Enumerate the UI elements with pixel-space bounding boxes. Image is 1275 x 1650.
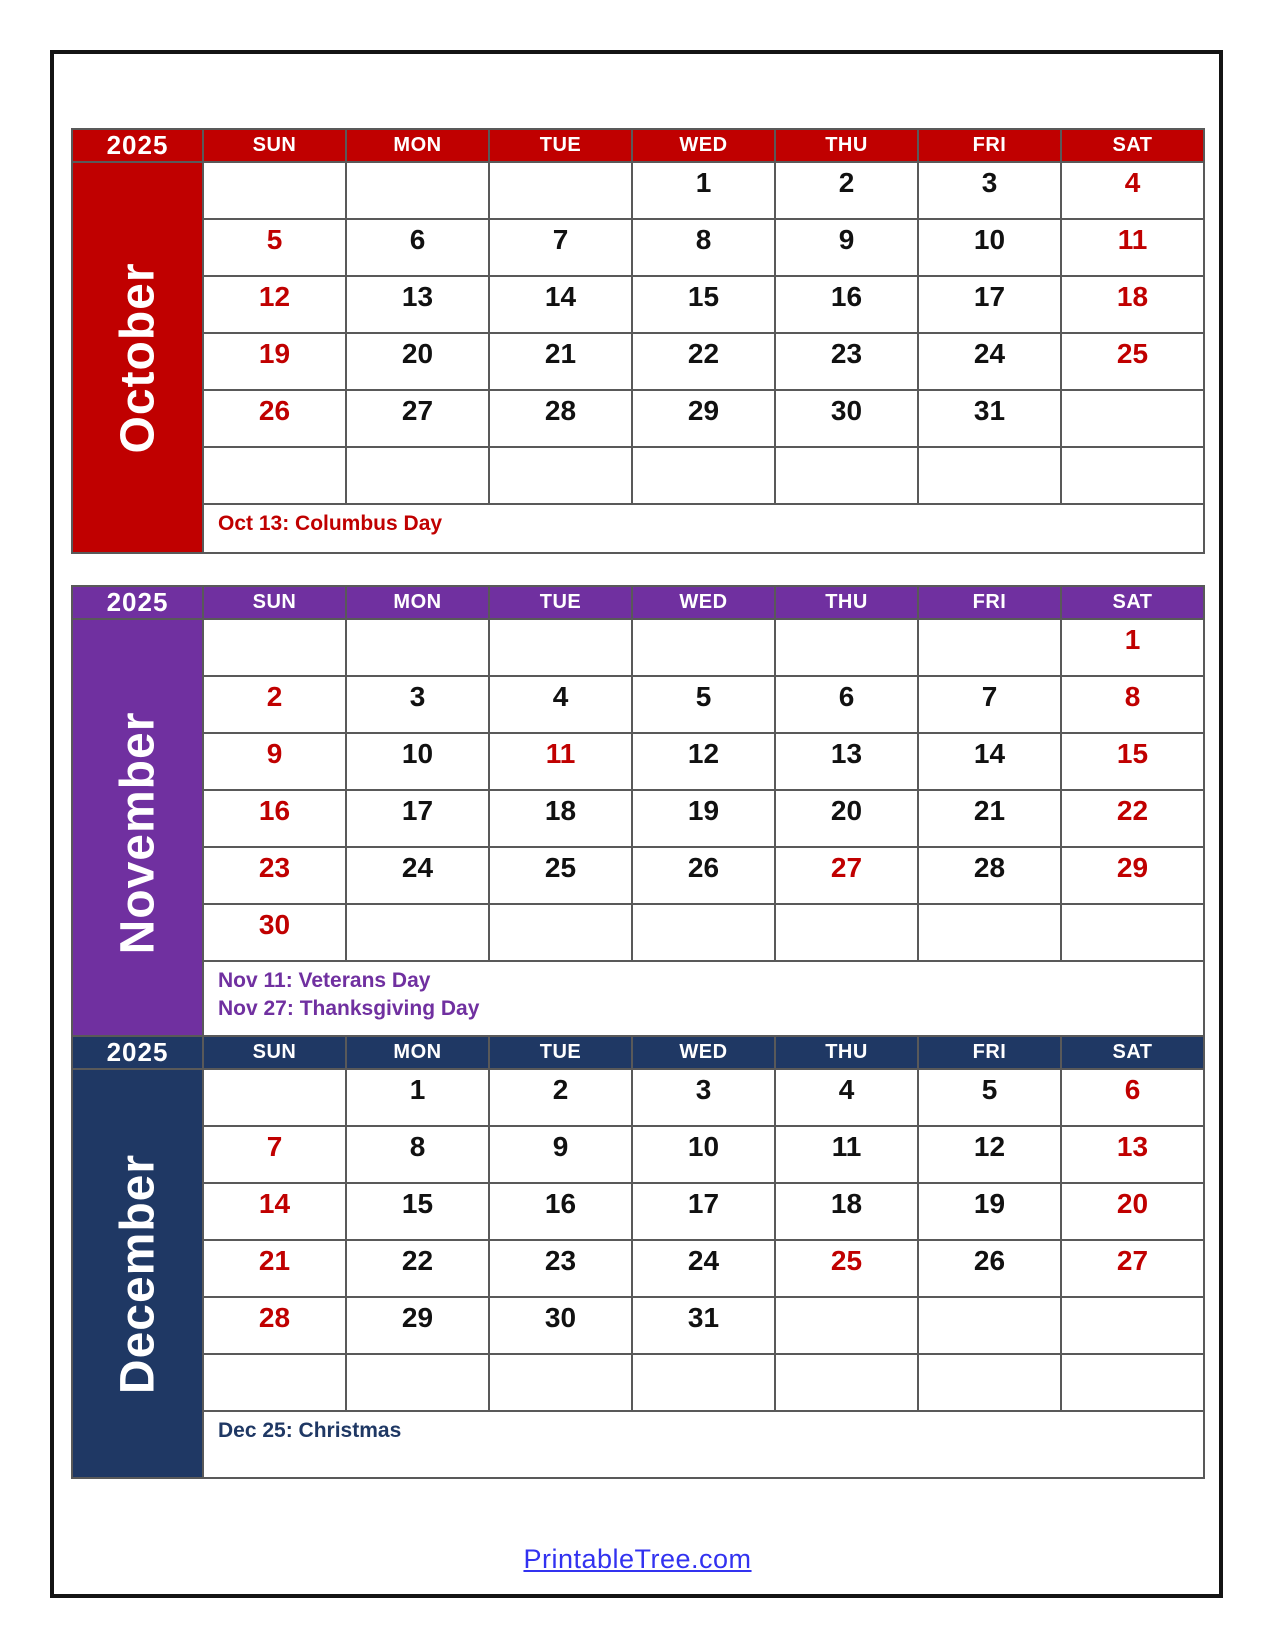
week-row xyxy=(72,1297,1204,1354)
empty-day-cell xyxy=(632,447,775,504)
day-november-16: 16 xyxy=(203,790,346,847)
month-label: November xyxy=(111,711,164,954)
year-label: 2025 xyxy=(72,586,203,619)
empty-day-cell xyxy=(203,1069,346,1126)
empty-day-cell xyxy=(1061,390,1204,447)
day-november-19: 19 xyxy=(632,790,775,847)
day-october-30: 30 xyxy=(775,390,918,447)
day-december-3: 3 xyxy=(632,1069,775,1126)
day-november-18: 18 xyxy=(489,790,632,847)
weekday-header-sun: SUN xyxy=(203,129,346,162)
empty-day-cell xyxy=(203,1354,346,1411)
day-december-17: 17 xyxy=(632,1183,775,1240)
holiday-note: Oct 13: Columbus Day xyxy=(218,512,443,535)
empty-day-cell xyxy=(1061,1297,1204,1354)
day-december-8: 8 xyxy=(346,1126,489,1183)
empty-day-cell xyxy=(489,904,632,961)
calendar-november xyxy=(71,585,1205,1047)
empty-day-cell xyxy=(346,619,489,676)
week-row xyxy=(72,1183,1204,1240)
empty-day-cell xyxy=(918,1297,1061,1354)
week-row xyxy=(72,1354,1204,1411)
holiday-note-row xyxy=(72,1411,1204,1478)
day-december-6: 6 xyxy=(1061,1069,1204,1126)
day-october-21: 21 xyxy=(489,333,632,390)
day-november-12: 12 xyxy=(632,733,775,790)
day-october-1: 1 xyxy=(632,162,775,219)
day-november-30: 30 xyxy=(203,904,346,961)
day-november-10: 10 xyxy=(346,733,489,790)
day-december-9: 9 xyxy=(489,1126,632,1183)
week-row xyxy=(72,904,1204,961)
calendar-october xyxy=(71,128,1205,554)
day-december-4: 4 xyxy=(775,1069,918,1126)
month-label: December xyxy=(111,1153,164,1394)
week-row xyxy=(72,1240,1204,1297)
day-november-14: 14 xyxy=(918,733,1061,790)
day-october-26: 26 xyxy=(203,390,346,447)
weekday-header-thu: THU xyxy=(775,1036,918,1069)
weekday-header-tue: TUE xyxy=(489,586,632,619)
day-november-8: 8 xyxy=(1061,676,1204,733)
day-december-7: 7 xyxy=(203,1126,346,1183)
day-october-22: 22 xyxy=(632,333,775,390)
year-label: 2025 xyxy=(72,129,203,162)
weekday-header-wed: WED xyxy=(632,586,775,619)
day-november-26: 26 xyxy=(632,847,775,904)
day-october-29: 29 xyxy=(632,390,775,447)
day-october-13: 13 xyxy=(346,276,489,333)
day-october-3: 3 xyxy=(918,162,1061,219)
weekday-header-tue: TUE xyxy=(489,1036,632,1069)
empty-day-cell xyxy=(1061,1354,1204,1411)
weekday-header-sun: SUN xyxy=(203,1036,346,1069)
week-row xyxy=(72,390,1204,447)
empty-day-cell xyxy=(203,619,346,676)
empty-day-cell xyxy=(918,619,1061,676)
day-december-26: 26 xyxy=(918,1240,1061,1297)
holiday-note: Nov 11: Veterans Day xyxy=(218,969,431,992)
week-row xyxy=(72,276,1204,333)
day-december-29: 29 xyxy=(346,1297,489,1354)
day-november-27: 27 xyxy=(775,847,918,904)
day-december-14: 14 xyxy=(203,1183,346,1240)
day-october-9: 9 xyxy=(775,219,918,276)
weekday-header-sat: SAT xyxy=(1061,1036,1204,1069)
holiday-notes-november xyxy=(203,961,1204,1046)
footer xyxy=(0,1544,1275,1575)
weekday-header-sat: SAT xyxy=(1061,586,1204,619)
day-november-4: 4 xyxy=(489,676,632,733)
weekday-header-sun: SUN xyxy=(203,586,346,619)
day-october-2: 2 xyxy=(775,162,918,219)
day-november-21: 21 xyxy=(918,790,1061,847)
day-october-14: 14 xyxy=(489,276,632,333)
day-december-28: 28 xyxy=(203,1297,346,1354)
empty-day-cell xyxy=(346,1354,489,1411)
day-december-30: 30 xyxy=(489,1297,632,1354)
week-row xyxy=(72,790,1204,847)
empty-day-cell xyxy=(489,447,632,504)
week-row xyxy=(72,1069,1204,1126)
empty-day-cell xyxy=(918,904,1061,961)
weekday-header-mon: MON xyxy=(346,1036,489,1069)
day-november-3: 3 xyxy=(346,676,489,733)
day-october-18: 18 xyxy=(1061,276,1204,333)
empty-day-cell xyxy=(632,904,775,961)
weekday-header-mon: MON xyxy=(346,586,489,619)
day-december-31: 31 xyxy=(632,1297,775,1354)
calendar-header-row xyxy=(72,129,1204,162)
day-november-17: 17 xyxy=(346,790,489,847)
empty-day-cell xyxy=(1061,447,1204,504)
day-november-13: 13 xyxy=(775,733,918,790)
empty-day-cell xyxy=(203,162,346,219)
day-november-5: 5 xyxy=(632,676,775,733)
week-row xyxy=(72,447,1204,504)
empty-day-cell xyxy=(489,619,632,676)
empty-day-cell xyxy=(632,619,775,676)
weekday-header-wed: WED xyxy=(632,129,775,162)
month-label: October xyxy=(111,261,164,454)
week-row xyxy=(72,162,1204,219)
weekday-header-fri: FRI xyxy=(918,1036,1061,1069)
day-november-15: 15 xyxy=(1061,733,1204,790)
empty-day-cell xyxy=(918,1354,1061,1411)
week-row xyxy=(72,333,1204,390)
empty-day-cell xyxy=(346,447,489,504)
day-october-20: 20 xyxy=(346,333,489,390)
day-november-28: 28 xyxy=(918,847,1061,904)
empty-day-cell xyxy=(346,904,489,961)
holiday-note: Dec 25: Christmas xyxy=(218,1419,402,1442)
month-sidebar-december xyxy=(72,1069,203,1478)
calendar-december xyxy=(71,1035,1205,1479)
day-december-2: 2 xyxy=(489,1069,632,1126)
day-december-27: 27 xyxy=(1061,1240,1204,1297)
empty-day-cell xyxy=(775,1354,918,1411)
weekday-header-wed: WED xyxy=(632,1036,775,1069)
day-october-28: 28 xyxy=(489,390,632,447)
day-december-11: 11 xyxy=(775,1126,918,1183)
day-november-11: 11 xyxy=(489,733,632,790)
empty-day-cell xyxy=(775,904,918,961)
weekday-header-fri: FRI xyxy=(918,129,1061,162)
year-label: 2025 xyxy=(72,1036,203,1069)
day-october-12: 12 xyxy=(203,276,346,333)
day-october-15: 15 xyxy=(632,276,775,333)
day-october-4: 4 xyxy=(1061,162,1204,219)
holiday-note: Nov 27: Thanksgiving Day xyxy=(218,997,480,1021)
day-december-19: 19 xyxy=(918,1183,1061,1240)
weekday-header-thu: THU xyxy=(775,586,918,619)
empty-day-cell xyxy=(775,1297,918,1354)
empty-day-cell xyxy=(775,619,918,676)
day-october-8: 8 xyxy=(632,219,775,276)
day-november-29: 29 xyxy=(1061,847,1204,904)
day-december-16: 16 xyxy=(489,1183,632,1240)
month-sidebar-october xyxy=(72,162,203,553)
day-november-24: 24 xyxy=(346,847,489,904)
weekday-header-sat: SAT xyxy=(1061,129,1204,162)
holiday-notes-october xyxy=(203,504,1204,553)
week-row xyxy=(72,733,1204,790)
empty-day-cell xyxy=(632,1354,775,1411)
day-october-24: 24 xyxy=(918,333,1061,390)
day-november-23: 23 xyxy=(203,847,346,904)
day-october-5: 5 xyxy=(203,219,346,276)
day-november-9: 9 xyxy=(203,733,346,790)
empty-day-cell xyxy=(1061,904,1204,961)
day-october-11: 11 xyxy=(1061,219,1204,276)
calendar-header-row xyxy=(72,1036,1204,1069)
day-december-13: 13 xyxy=(1061,1126,1204,1183)
day-december-22: 22 xyxy=(346,1240,489,1297)
day-november-20: 20 xyxy=(775,790,918,847)
day-october-7: 7 xyxy=(489,219,632,276)
week-row xyxy=(72,1126,1204,1183)
day-december-12: 12 xyxy=(918,1126,1061,1183)
holiday-notes-december xyxy=(203,1411,1204,1478)
day-december-24: 24 xyxy=(632,1240,775,1297)
empty-day-cell xyxy=(918,447,1061,504)
day-december-10: 10 xyxy=(632,1126,775,1183)
day-november-22: 22 xyxy=(1061,790,1204,847)
day-november-1: 1 xyxy=(1061,619,1204,676)
day-december-21: 21 xyxy=(203,1240,346,1297)
day-october-23: 23 xyxy=(775,333,918,390)
empty-day-cell xyxy=(203,447,346,504)
day-october-31: 31 xyxy=(918,390,1061,447)
empty-day-cell xyxy=(346,162,489,219)
day-december-23: 23 xyxy=(489,1240,632,1297)
day-december-20: 20 xyxy=(1061,1183,1204,1240)
weekday-header-tue: TUE xyxy=(489,129,632,162)
week-row xyxy=(72,219,1204,276)
footer-link[interactable]: PrintableTree.com xyxy=(523,1544,752,1574)
weekday-header-mon: MON xyxy=(346,129,489,162)
day-october-27: 27 xyxy=(346,390,489,447)
day-november-7: 7 xyxy=(918,676,1061,733)
empty-day-cell xyxy=(489,1354,632,1411)
weekday-header-fri: FRI xyxy=(918,586,1061,619)
day-december-18: 18 xyxy=(775,1183,918,1240)
week-row xyxy=(72,619,1204,676)
day-december-5: 5 xyxy=(918,1069,1061,1126)
day-october-17: 17 xyxy=(918,276,1061,333)
day-december-1: 1 xyxy=(346,1069,489,1126)
week-row xyxy=(72,847,1204,904)
day-october-10: 10 xyxy=(918,219,1061,276)
day-november-2: 2 xyxy=(203,676,346,733)
day-october-16: 16 xyxy=(775,276,918,333)
empty-day-cell xyxy=(489,162,632,219)
day-october-19: 19 xyxy=(203,333,346,390)
calendar-header-row xyxy=(72,586,1204,619)
week-row xyxy=(72,676,1204,733)
day-november-25: 25 xyxy=(489,847,632,904)
day-december-25: 25 xyxy=(775,1240,918,1297)
month-sidebar-november xyxy=(72,619,203,1046)
day-december-15: 15 xyxy=(346,1183,489,1240)
day-october-25: 25 xyxy=(1061,333,1204,390)
holiday-note-row xyxy=(72,504,1204,553)
weekday-header-thu: THU xyxy=(775,129,918,162)
empty-day-cell xyxy=(775,447,918,504)
day-november-6: 6 xyxy=(775,676,918,733)
holiday-note-row xyxy=(72,961,1204,1046)
day-october-6: 6 xyxy=(346,219,489,276)
